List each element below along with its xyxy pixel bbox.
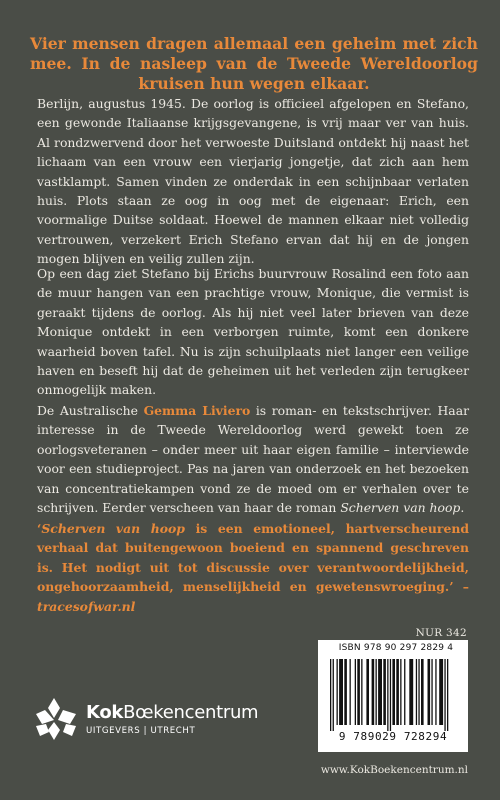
barcode-bar xyxy=(350,659,351,725)
press-quote xyxy=(37,519,469,616)
author-bio xyxy=(37,401,469,517)
barcode-bar xyxy=(418,659,419,725)
nur-code: NUR 342 xyxy=(415,627,467,639)
barcode-panel xyxy=(318,640,468,752)
barcode-bar xyxy=(383,659,386,725)
barcode-bar xyxy=(439,659,443,725)
barcode-bar xyxy=(428,659,431,725)
publisher-name-bold: Kok xyxy=(86,701,124,723)
blurb-paragraph-2: Op een dag ziet Stefano bij Erichs buurvrouw Rosalind een foto aan de muur hangen van een prachtige vrouw, Monique, die vermist is geraakt tijdens de oorlog. Als hij niet veel later brieven van deze Monique ontdekt in een verborgen ruimte, komt een donkere waarheid boven tafel. Nu is zijn schuilplaats niet langer een veilige haven en beseft hij dat de geheimen uit het verleden zijn terugkeer onmogelijk maken. xyxy=(37,266,469,398)
publisher-logo xyxy=(34,696,258,742)
barcode-bar xyxy=(366,659,369,725)
publisher-name-light: Bœkencentrum xyxy=(123,701,259,723)
barcode-bar xyxy=(447,659,448,731)
barcode-bar xyxy=(333,659,334,731)
author-bio-suffix: . xyxy=(460,500,465,516)
back-cover-tagline: Vier mensen dragen allemaal een geheim met zich mee. In de nasleep van de Tweede Wereldoorlog kruisen hun wegen elkaar. xyxy=(30,34,478,93)
publisher-url: www.KokBoekencentrum.nl xyxy=(320,764,468,776)
barcode-bar xyxy=(355,659,356,725)
barcode-bar xyxy=(392,659,395,725)
barcode-bar xyxy=(357,659,360,725)
quote-source: tracesofwar.nl xyxy=(37,598,136,614)
author-name: Gemma Liviero xyxy=(143,403,251,418)
barcode-bar xyxy=(396,659,399,725)
previous-book-title: Scherven van hoop xyxy=(340,500,461,516)
barcode-bar xyxy=(387,659,388,731)
barcode-bar xyxy=(390,659,391,731)
barcode-bar xyxy=(378,659,382,725)
barcode-bar xyxy=(409,659,413,725)
barcode-bar xyxy=(372,659,375,725)
barcode-bar xyxy=(421,659,424,725)
author-bio-text: is roman- en tekstschrijver. Haar interesse in de Tweede Wereldoorlog werd gewekt toen ze oorlogsveteranen – onder meer uit haar eigen familie – interviewde voor een studieproject. Pas na jaren van onderzoek en het bezoeken van concentratiekampen vond ze de moed om er verhalen over te schrijven. Eerder verscheen van haar de roman xyxy=(37,403,470,516)
barcode-bar xyxy=(416,659,417,725)
quote-text: is een emotioneel, hartverscheurend verhaal dat buitengewoon boeiend en spannend geschreven is. Het nodigt uit tot discussie over verantwoordelijkheid, ongehoorzaamheid, menselijkheid en gewetenswroeging.’ – xyxy=(37,521,469,595)
barcode-bar xyxy=(337,659,338,725)
isbn-number: ISBN 978 90 297 2829 4 xyxy=(338,643,454,653)
barcode-bar xyxy=(361,659,362,725)
barcode-bar xyxy=(431,659,432,725)
quote-book-title: Scherven van hoop xyxy=(41,521,185,536)
ean-digits: 9 789029 728294 xyxy=(338,730,448,743)
barcode-bar xyxy=(435,659,436,725)
barcode-bar xyxy=(339,659,343,725)
quote-open-mark: ‘ xyxy=(37,521,42,536)
author-bio-prefix: De Australische xyxy=(37,403,144,418)
barcode-bar xyxy=(330,659,331,731)
publisher-emblem-icon xyxy=(34,696,78,742)
barcode-bar xyxy=(344,659,347,725)
blurb-paragraph-1: Berlijn, augustus 1945. De oorlog is officieel afgelopen en Stefano, een gewonde Italiaanse krijgsgevangene, is vrij maar ver van huis. Al rondzwervend door het verwoeste Duitsland ontdekt hij naast het lichaam van een vrouw een vierjarig jongetje, dat zich aan hem vastklampt. Samen vinden ze onderdak in een schijnbaar verlaten huis. Plots staan ze oog in oog met de eigenaar: Erich, een voormalige Duitse soldaat. Hoewel de mannen elkaar niet volledig vertrouwen, verzekert Erich Stefano ervan dat hij en de jongen mogen blijven en veilig zullen zijn. xyxy=(37,96,469,267)
barcode-bar xyxy=(404,659,405,725)
barcode-bar xyxy=(376,659,377,725)
barcode-bar xyxy=(400,659,401,725)
barcode-bar xyxy=(444,659,445,731)
barcode xyxy=(328,659,458,731)
publisher-subline: UITGEVERS | UTRECHT xyxy=(86,725,196,736)
